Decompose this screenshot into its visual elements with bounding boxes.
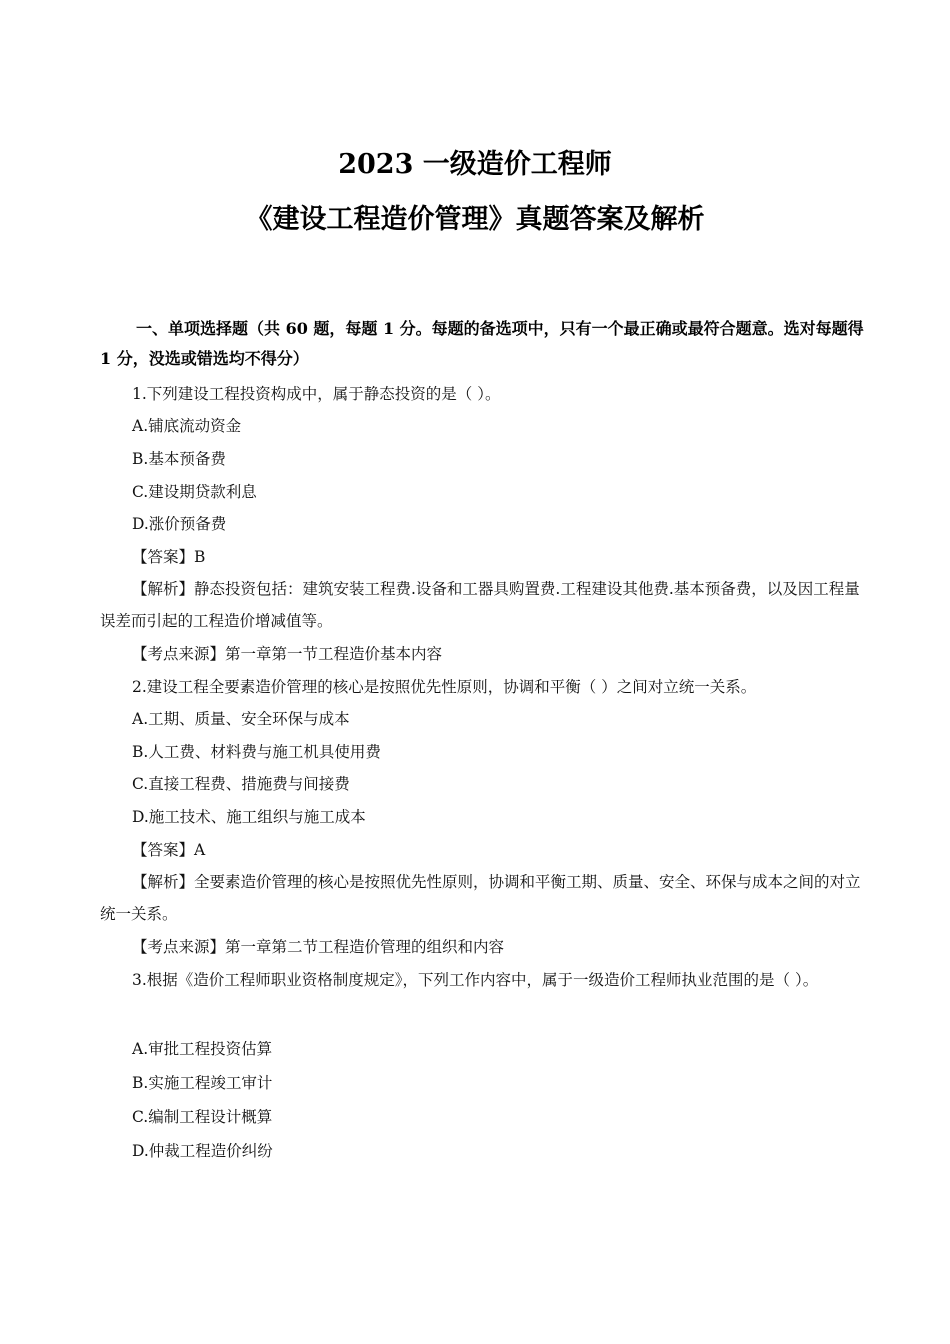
source-line: 【考点来源】第一章第二节工程造价管理的组织和内容 — [132, 938, 505, 956]
question-option: D.涨价预备费 — [132, 515, 227, 533]
question-option: A.审批工程投资估算 — [132, 1040, 273, 1058]
question-stem: 2.建设工程全要素造价管理的核心是按照优先性原则，协调和平衡（ ）之间对立统一关系。 — [132, 678, 757, 696]
question-option: B.实施工程竣工审计 — [132, 1074, 273, 1092]
question-stem: 3.根据《造价工程师职业资格制度规定》，下列工作内容中，属于一级造价工程师执业范围的是（ ）。 — [132, 971, 819, 989]
question-option: D.仲裁工程造价纠纷 — [132, 1142, 273, 1160]
analysis-paragraph: 【解析】全要素造价管理的核心是按照优先性原则，协调和平衡工期、质量、安全、环保与成本之间的对立统一关系。 — [100, 873, 861, 923]
question-option: A.工期、质量、安全环保与成本 — [132, 710, 350, 728]
question-option: C.建设期贷款利息 — [132, 483, 257, 501]
question-option: A.铺底流动资金 — [132, 417, 242, 435]
analysis-paragraph: 【解析】静态投资包括：建筑安装工程费.设备和工器具购置费.工程建设其他费.基本预备费，以及因工程量误差而引起的工程造价增减值等。 — [100, 580, 860, 630]
question-option: C.直接工程费、措施费与间接费 — [132, 775, 350, 793]
document-title-line-2: 《建设工程造价管理》真题答案及解析 — [245, 204, 705, 235]
section-heading: 一、单项选择题（共 60 题，每题 1 分。每题的备选项中，只有一个最正确或最符合题意。选对每题得 1 分，没选或错选均不得分） — [100, 319, 864, 368]
question-option: B.人工费、材料费与施工机具使用费 — [132, 743, 381, 761]
question-option: B.基本预备费 — [132, 450, 226, 468]
source-line: 【考点来源】第一章第一节工程造价基本内容 — [132, 645, 443, 663]
question-option: C.编制工程设计概算 — [132, 1108, 273, 1126]
document-title-line-1: 2023 一级造价工程师 — [338, 149, 612, 180]
answer-line: 【答案】B — [132, 548, 206, 566]
question-option: D.施工技术、施工组织与施工成本 — [132, 808, 366, 826]
question-stem: 1.下列建设工程投资构成中，属于静态投资的是（ ）。 — [132, 385, 501, 403]
answer-line: 【答案】A — [132, 841, 206, 859]
